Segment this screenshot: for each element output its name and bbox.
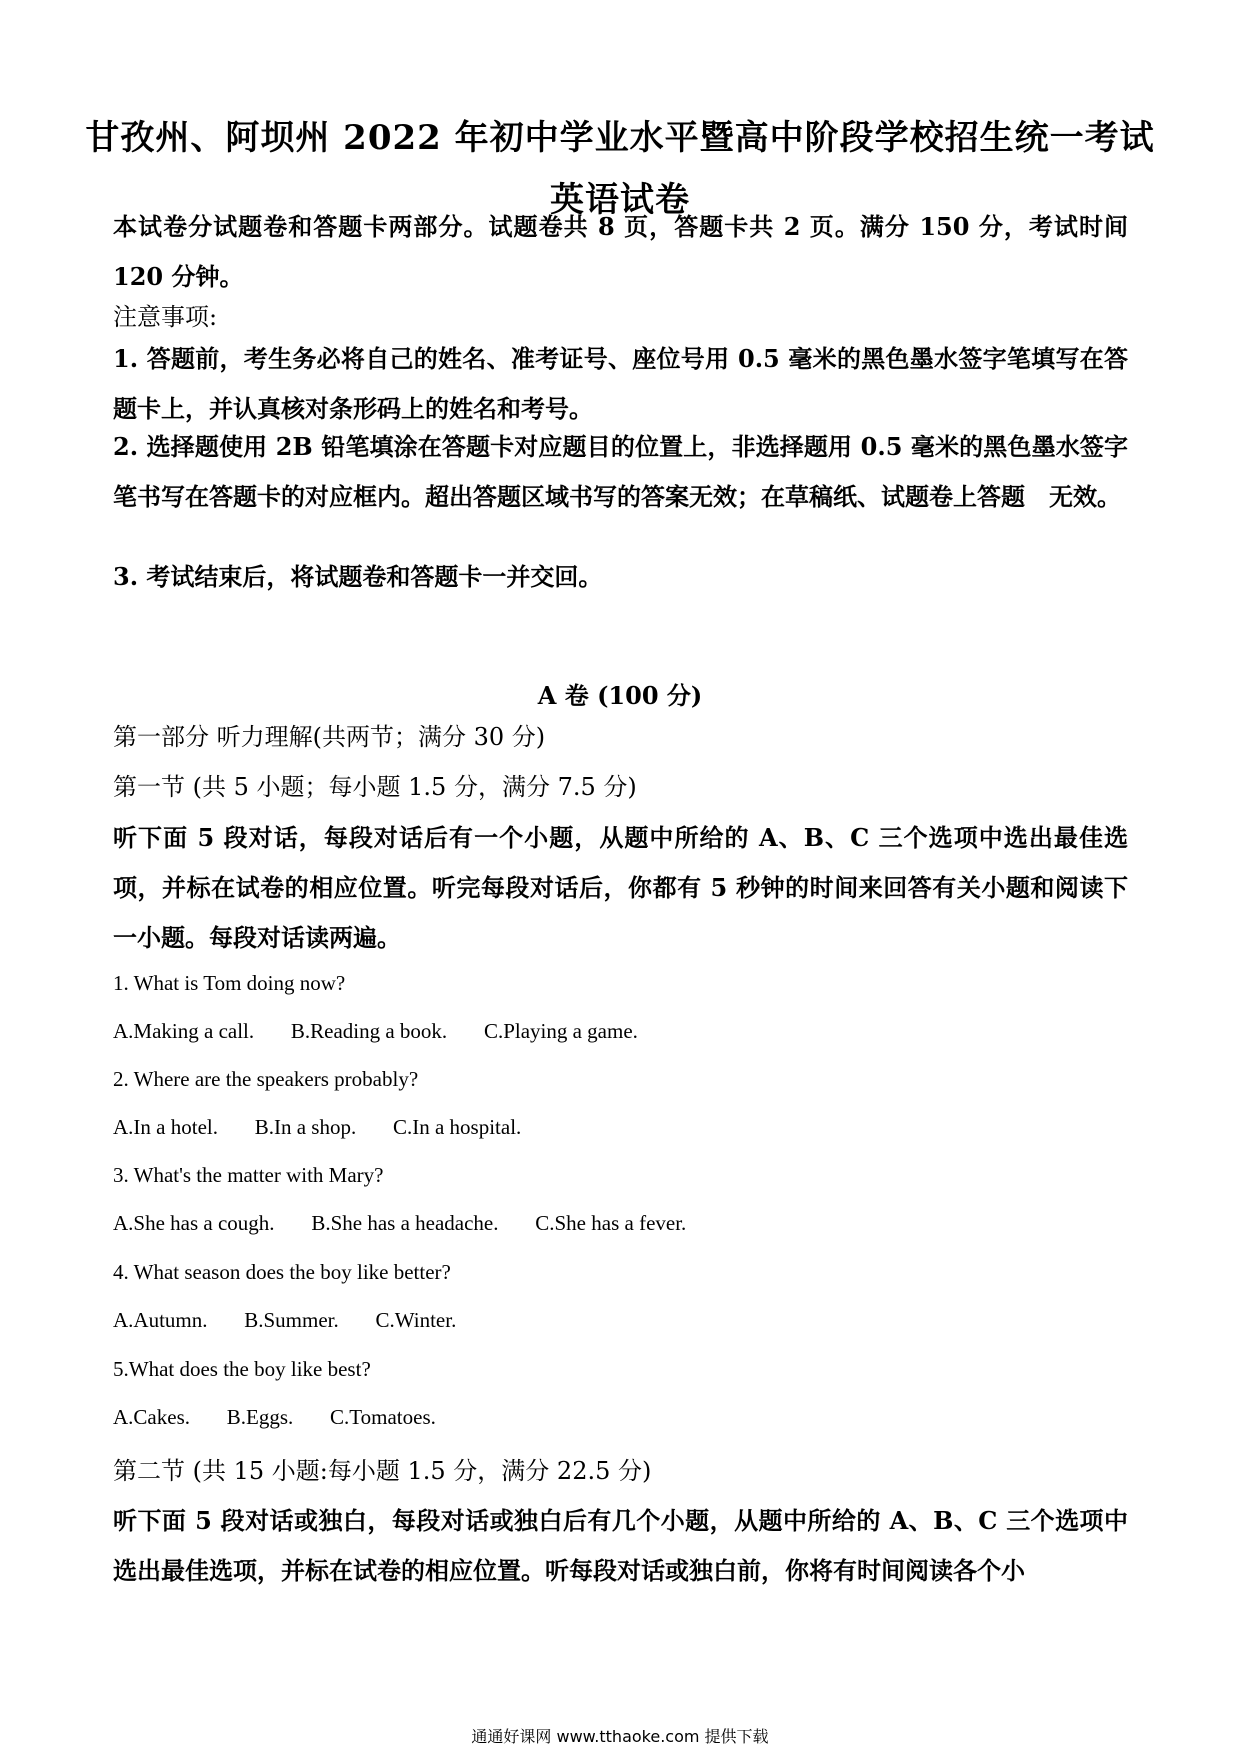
note-item-1: 1. 答题前，考生务必将自己的姓名、准考证号、座位号用 0.5 毫米的黑色墨水签字笔填写在答题卡上，并认真核对条形码上的姓名和考号。 — [113, 344, 1128, 423]
question-1-options — [113, 1016, 638, 1046]
section1-instructions: 听下面 5 段对话，每段对话后有一个小题，从题中所给的 A、B、C 三个选项中选出最佳选项，并标在试卷的相应位置。听完每段对话后，你都有 5 秒钟的时间来回答有关小题和阅读下一小题。每段对话读两遍。 — [113, 823, 1128, 952]
notes-heading: 注意事项: — [113, 303, 218, 331]
note-item-2: 2. 选择题使用 2B 铅笔填涂在答题卡对应题目的位置上，非选择题用 0.5 毫米的黑色墨水签字笔书写在答题卡的对应框内。超出答题区域书写的答案无效；在草稿纸、试题卷上答题 无效。 — [113, 432, 1128, 511]
option-a: A.Cakes. — [113, 1405, 190, 1429]
option-a: A.She has a cough. — [113, 1211, 275, 1235]
question-5-options — [113, 1402, 436, 1432]
option-a: A.Autumn. — [113, 1308, 208, 1332]
question-4: 4. What season does the boy like better? — [113, 1260, 451, 1284]
section2-instructions: 听下面 5 段对话或独白，每段对话或独白后有几个小题，从题中所给的 A、B、C 三个选项中选出最佳选项，并标在试卷的相应位置。听每段对话或独白前，你将有时间阅读各个小 — [113, 1506, 1128, 1585]
option-b: B.She has a headache. — [311, 1211, 499, 1235]
question-3: 3. What's the matter with Mary? — [113, 1163, 384, 1187]
option-c: C.Playing a game. — [483, 1019, 638, 1043]
option-b: B.Eggs. — [226, 1405, 294, 1429]
question-3-options — [113, 1208, 686, 1238]
section-a-heading: A 卷 (100 分) — [537, 681, 703, 710]
option-c: C.She has a fever. — [535, 1211, 687, 1235]
question-1: 1. What is Tom doing now? — [113, 971, 346, 995]
page-footer: 通通好课网 www.tthaoke.com 提供下载 — [471, 1727, 769, 1746]
question-5: 5.What does the boy like best? — [113, 1357, 371, 1381]
option-a: A.Making a call. — [113, 1019, 255, 1043]
section1-heading: 第一节 (共 5 小题；每小题 1.5 分，满分 7.5 分) — [113, 773, 637, 801]
question-2-options — [113, 1112, 521, 1142]
option-b: B.Summer. — [244, 1308, 339, 1332]
part1-heading: 第一部分 听力理解(共两节；满分 30 分) — [113, 723, 546, 751]
option-c: C.Tomatoes. — [330, 1405, 436, 1429]
option-b: B.In a shop. — [254, 1115, 357, 1139]
option-a: A.In a hotel. — [113, 1115, 218, 1139]
option-b: B.Reading a book. — [290, 1019, 448, 1043]
question-4-options — [113, 1305, 456, 1335]
question-2: 2. Where are the speakers probably? — [113, 1067, 419, 1091]
option-c: C.In a hospital. — [392, 1115, 522, 1139]
section2-heading: 第二节 (共 15 小题:每小题 1.5 分，满分 22.5 分) — [113, 1457, 652, 1485]
option-c: C.Winter. — [375, 1308, 457, 1332]
exam-title: 甘孜州、阿坝州 2022 年初中学业水平暨高中阶段学校招生统一考试 — [85, 118, 1155, 158]
exam-intro: 本试卷分试题卷和答题卡两部分。试题卷共 8 页，答题卡共 2 页。满分 150 分，考试时间 120 分钟。 — [113, 212, 1128, 291]
exam-subtitle: 英语试卷 — [550, 180, 690, 220]
note-item-3: 3. 考试结束后，将试题卷和答题卡一并交回。 — [113, 562, 603, 591]
